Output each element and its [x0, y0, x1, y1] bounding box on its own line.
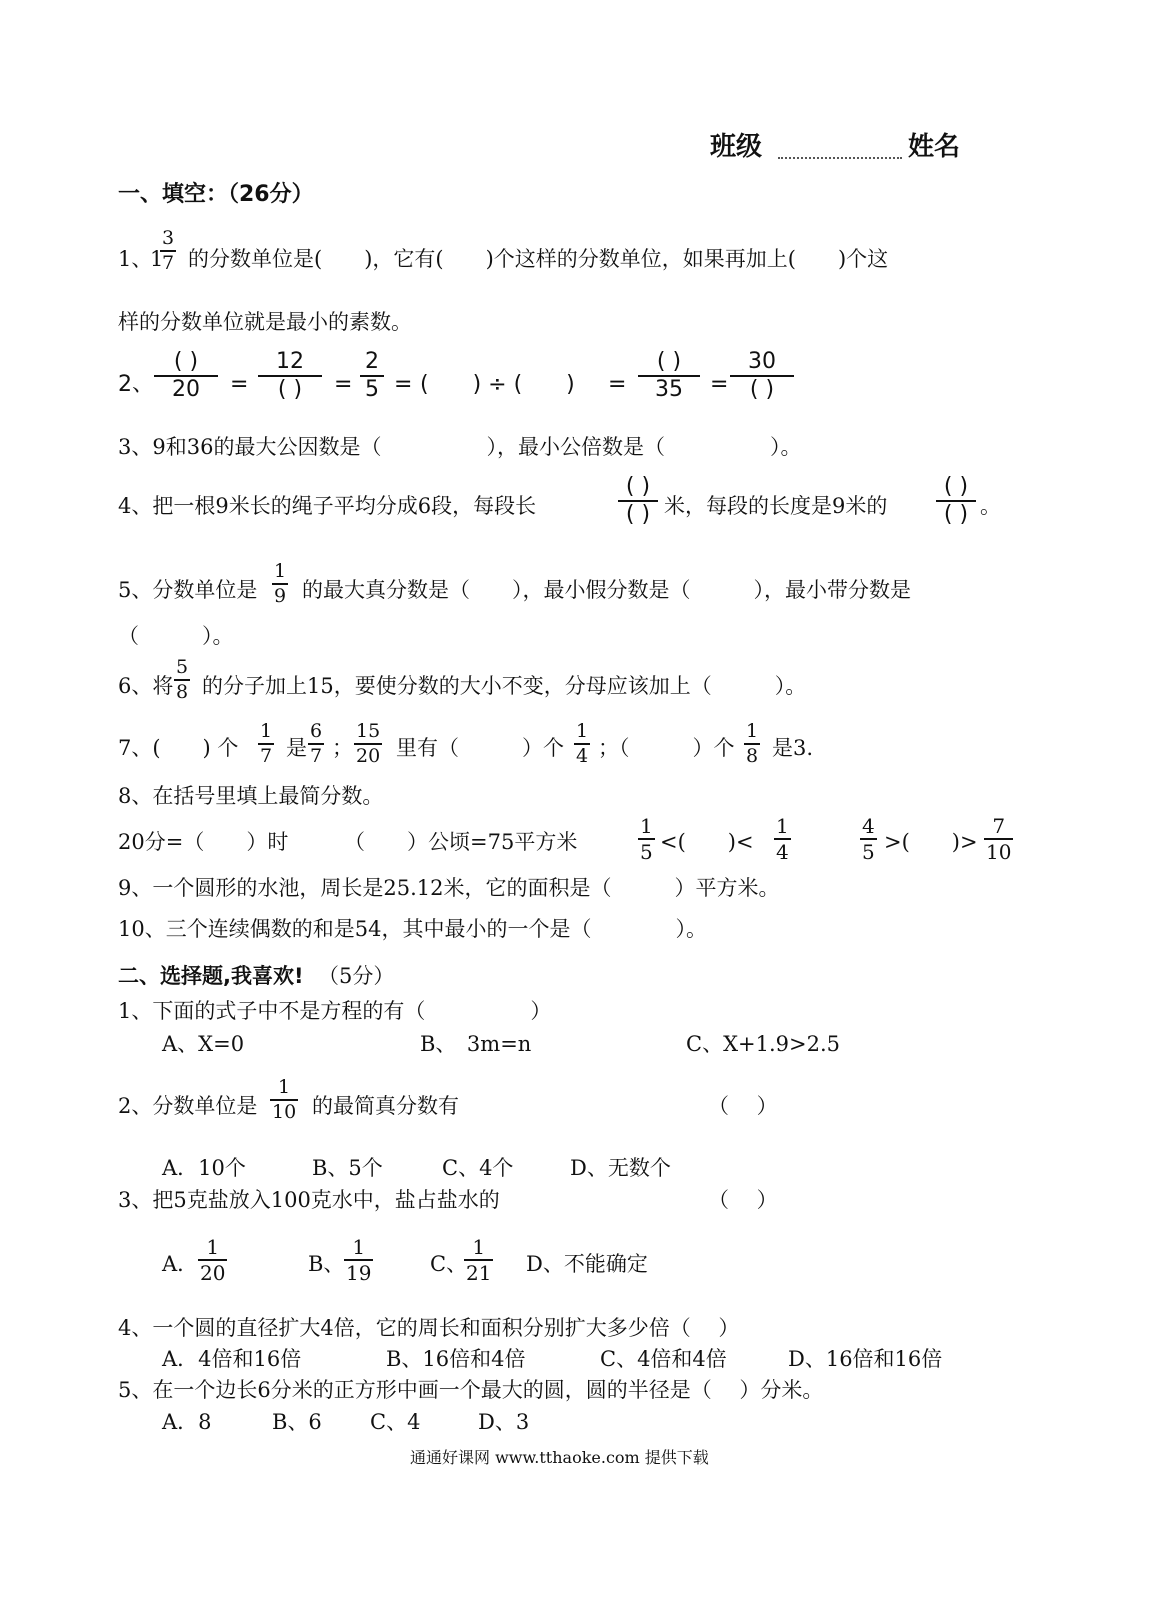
question-text: 5、分数单位是 — [118, 578, 258, 602]
equals-sign: = — [394, 372, 413, 397]
answer-blank[interactable]: （ ） — [708, 1094, 778, 1118]
option-b[interactable]: B、 3m=n — [420, 1032, 532, 1056]
question-text: ； — [332, 736, 353, 760]
question-number: 1、 — [118, 247, 153, 271]
question-text: 4、把一根9米长的绳子平均分成6段，每段长 — [118, 494, 537, 518]
question-text: 的分数单位是( )，它有( )个这样的分数单位，如果再加上( )个这 — [188, 247, 889, 271]
option-d[interactable]: D、3 — [478, 1410, 530, 1434]
question-text: 3、把5克盐放入100克水中，盐占盐水的 — [118, 1188, 500, 1212]
fraction-4-over-5: $\frac{4}{5}$ — [862, 814, 875, 864]
equals-sign: = — [230, 372, 249, 397]
question-text: 5、在一个边长6分米的正方形中画一个最大的圆，圆的半径是（ ）分米。 — [118, 1378, 824, 1402]
class-blank-line[interactable] — [778, 157, 902, 159]
fraction-2-over-5: $\frac{2}{5}$ — [360, 351, 384, 401]
name-label: 姓名 — [908, 132, 961, 162]
fraction-30-over-blank[interactable]: 30 ( ) — [730, 351, 794, 401]
section-2-title: 二、选择题,我喜欢! — [118, 964, 304, 988]
question-text: 的最简真分数有 — [312, 1094, 459, 1118]
mixed-number-whole: 1 — [150, 247, 164, 271]
option-b[interactable]: B、 — [308, 1252, 345, 1276]
fraction-7-over-10: $\frac{7}{10}$ — [986, 814, 1012, 864]
fraction-5-over-8: $\frac{5}{8}$ — [176, 656, 189, 703]
fraction-1-over-4: $\frac{1}{4}$ — [776, 814, 789, 864]
question-text-cont: （ ）。 — [118, 624, 234, 648]
question-text-cont: 样的分数单位就是最小的素数。 — [118, 310, 412, 334]
question-text: 是3. — [772, 736, 814, 760]
section-1-title: 一、填空：（26分） — [118, 182, 314, 207]
question-text: 米，每段的长度是9米的 — [664, 494, 888, 518]
fraction-1-over-9: $\frac{1}{9}$ — [274, 560, 287, 607]
fraction-blank[interactable]: ( ) ( ) — [618, 476, 658, 526]
question-text: 的最大真分数是（ ），最小假分数是（ ），最小带分数是 — [302, 578, 911, 602]
option-b[interactable]: B、6 — [272, 1410, 322, 1434]
question-number: 2、 — [118, 372, 154, 397]
question-part-b: （ ）公顷=75平方米 — [344, 830, 578, 854]
fraction-12-over-blank[interactable]: 12 ( ) — [258, 351, 322, 401]
option-c[interactable]: C、4倍和4倍 — [600, 1347, 727, 1371]
option-c[interactable]: C、4个 — [442, 1156, 514, 1180]
fraction-6-over-7: $\frac{6}{7}$ — [310, 720, 323, 767]
equals-sign: = — [334, 372, 353, 397]
option-d[interactable]: D、不能确定 — [526, 1252, 648, 1276]
fraction-1-over-8: $\frac{1}{8}$ — [746, 720, 759, 767]
question-text: 的分子加上15，要使分数的大小不变，分母应该加上（ ）。 — [202, 674, 807, 698]
option-d[interactable]: D、16倍和16倍 — [788, 1347, 943, 1371]
question-text: 1、下面的式子中不是方程的有（ ） — [118, 999, 552, 1023]
fraction-blank-over-20[interactable]: ( ) 20 — [154, 351, 218, 401]
question-part-a: 20分=（ ）时 — [118, 830, 289, 854]
question-text: 里有（ ）个 — [396, 736, 564, 760]
fraction-1-over-10: $\frac{1}{10}$ — [272, 1076, 297, 1123]
equals-sign: = — [608, 372, 627, 397]
question-1-3: 3、9和36的最大公因数是（ ），最小公倍数是（ ）。 — [118, 435, 802, 459]
question-text: 4、一个圆的直径扩大4倍，它的周长和面积分别扩大多少倍（ ） — [118, 1316, 740, 1340]
fraction-1-over-4: $\frac{1}{4}$ — [576, 720, 589, 767]
fraction-blank[interactable]: ( ) ( ) — [936, 476, 976, 526]
equals-sign: = — [710, 372, 729, 397]
option-c[interactable]: C、4 — [370, 1410, 421, 1434]
fraction-1-over-19: $\frac{1}{19}$ — [346, 1235, 372, 1285]
fraction-1-over-5: $\frac{1}{5}$ — [640, 814, 653, 864]
option-c[interactable]: C、 — [430, 1252, 468, 1276]
division-blanks[interactable]: ( ) ÷ ( ) — [420, 372, 575, 397]
option-b[interactable]: B、5个 — [312, 1156, 383, 1180]
option-a[interactable]: A、X=0 — [162, 1032, 245, 1056]
option-a[interactable]: A．10个 — [162, 1156, 246, 1180]
question-text: 2、分数单位是 — [118, 1094, 258, 1118]
question-text: 是 — [286, 736, 307, 760]
answer-blank[interactable]: （ ） — [708, 1188, 778, 1212]
question-1-10: 10、三个连续偶数的和是54，其中最小的一个是（ ）。 — [118, 917, 707, 941]
question-text: 7、( ) 个 — [118, 736, 239, 760]
fraction-15-over-20: $\frac{15}{20}$ — [356, 720, 381, 767]
option-a[interactable]: A．8 — [162, 1410, 212, 1434]
option-c[interactable]: C、X+1.9>2.5 — [686, 1032, 841, 1056]
option-d[interactable]: D、无数个 — [570, 1156, 671, 1180]
inequality-blank[interactable]: <( )< — [660, 830, 754, 854]
section-2-score: （5分） — [318, 964, 395, 988]
question-text: 。 — [980, 494, 1001, 518]
inequality-blank[interactable]: >( )> — [884, 830, 978, 854]
option-a[interactable]: A．4倍和16倍 — [162, 1347, 302, 1371]
class-label: 班级 — [710, 132, 763, 162]
option-b[interactable]: B、16倍和4倍 — [386, 1347, 526, 1371]
question-text: 6、将 — [118, 674, 174, 698]
footer-text: 通通好课网 www.tthaoke.com 提供下载 — [410, 1448, 709, 1467]
fraction-1-over-7: $\frac{1}{7}$ — [260, 720, 273, 767]
question-text: 8、在括号里填上最简分数。 — [118, 784, 384, 808]
fraction-blank-over-35[interactable]: ( ) 35 — [638, 351, 700, 401]
fraction-1-over-21: $\frac{1}{21}$ — [466, 1235, 492, 1285]
question-1-9: 9、一个圆形的水池，周长是25.12米，它的面积是（ ）平方米。 — [118, 876, 780, 900]
option-a[interactable]: A． — [162, 1252, 199, 1276]
fraction-1-over-20: $\frac{1}{20}$ — [200, 1235, 226, 1285]
question-text: ；（ ）个 — [598, 736, 735, 760]
mixed-number-fraction: $\frac{3}{7}$ — [162, 227, 175, 274]
